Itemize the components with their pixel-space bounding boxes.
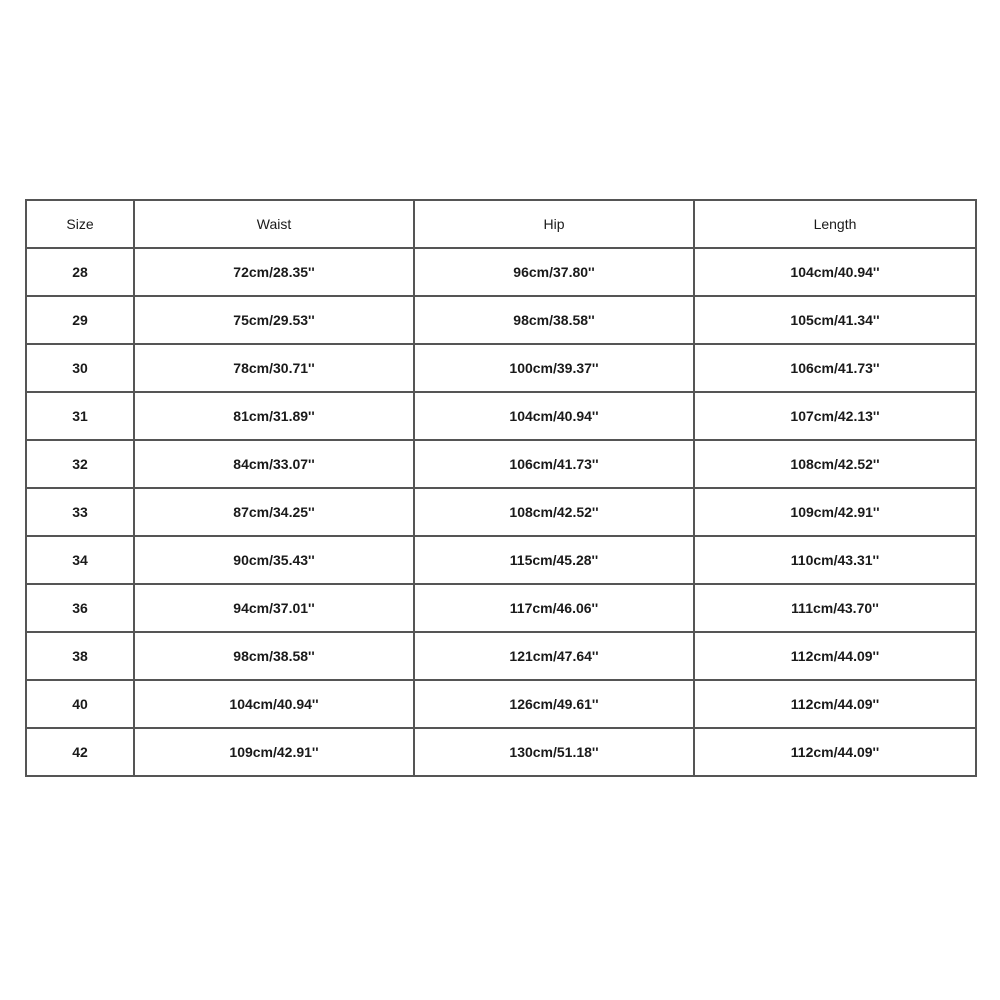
size-chart-table (25, 199, 977, 777)
waist-cell: 81cm/31.89'' (134, 392, 414, 440)
length-cell: 104cm/40.94'' (694, 248, 976, 296)
waist-cell: 94cm/37.01'' (134, 584, 414, 632)
hip-cell: 126cm/49.61'' (414, 680, 694, 728)
table-row (26, 296, 976, 344)
length-cell: 110cm/43.31'' (694, 536, 976, 584)
header-waist: Waist (134, 200, 414, 248)
size-cell: 32 (26, 440, 134, 488)
waist-cell: 90cm/35.43'' (134, 536, 414, 584)
hip-cell: 108cm/42.52'' (414, 488, 694, 536)
waist-cell: 109cm/42.91'' (134, 728, 414, 776)
size-cell: 34 (26, 536, 134, 584)
size-cell: 28 (26, 248, 134, 296)
length-cell: 111cm/43.70'' (694, 584, 976, 632)
size-cell: 33 (26, 488, 134, 536)
header-size: Size (26, 200, 134, 248)
waist-cell: 98cm/38.58'' (134, 632, 414, 680)
hip-cell: 106cm/41.73'' (414, 440, 694, 488)
size-cell: 38 (26, 632, 134, 680)
hip-cell: 98cm/38.58'' (414, 296, 694, 344)
header-row (26, 200, 976, 248)
length-cell: 108cm/42.52'' (694, 440, 976, 488)
length-cell: 112cm/44.09'' (694, 728, 976, 776)
length-cell: 109cm/42.91'' (694, 488, 976, 536)
table-row (26, 584, 976, 632)
waist-cell: 72cm/28.35'' (134, 248, 414, 296)
table-row (26, 488, 976, 536)
table-row (26, 728, 976, 776)
size-chart-body (26, 248, 976, 776)
waist-cell: 78cm/30.71'' (134, 344, 414, 392)
table-row (26, 536, 976, 584)
size-cell: 29 (26, 296, 134, 344)
table-row (26, 248, 976, 296)
waist-cell: 87cm/34.25'' (134, 488, 414, 536)
hip-cell: 100cm/39.37'' (414, 344, 694, 392)
waist-cell: 104cm/40.94'' (134, 680, 414, 728)
size-cell: 36 (26, 584, 134, 632)
table-row (26, 632, 976, 680)
hip-cell: 130cm/51.18'' (414, 728, 694, 776)
length-cell: 106cm/41.73'' (694, 344, 976, 392)
header-hip: Hip (414, 200, 694, 248)
table-row (26, 680, 976, 728)
waist-cell: 84cm/33.07'' (134, 440, 414, 488)
size-cell: 40 (26, 680, 134, 728)
length-cell: 105cm/41.34'' (694, 296, 976, 344)
hip-cell: 117cm/46.06'' (414, 584, 694, 632)
table-row (26, 392, 976, 440)
hip-cell: 115cm/45.28'' (414, 536, 694, 584)
hip-cell: 121cm/47.64'' (414, 632, 694, 680)
size-cell: 31 (26, 392, 134, 440)
table-row (26, 440, 976, 488)
length-cell: 112cm/44.09'' (694, 632, 976, 680)
size-chart-header (26, 200, 976, 248)
size-cell: 30 (26, 344, 134, 392)
size-cell: 42 (26, 728, 134, 776)
table-row (26, 344, 976, 392)
header-length: Length (694, 200, 976, 248)
hip-cell: 104cm/40.94'' (414, 392, 694, 440)
length-cell: 107cm/42.13'' (694, 392, 976, 440)
waist-cell: 75cm/29.53'' (134, 296, 414, 344)
hip-cell: 96cm/37.80'' (414, 248, 694, 296)
length-cell: 112cm/44.09'' (694, 680, 976, 728)
